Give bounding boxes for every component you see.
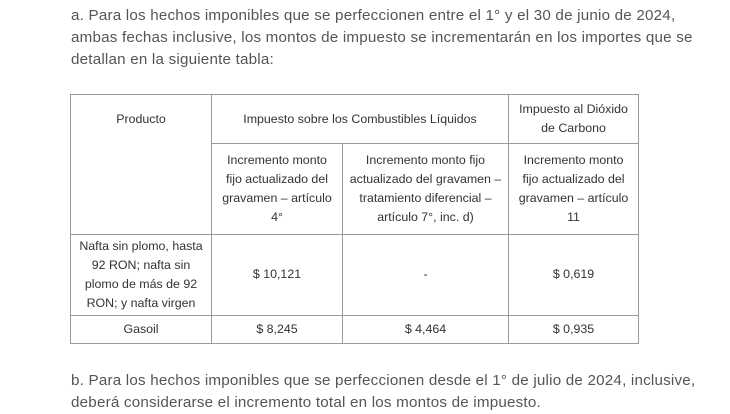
table-row [71, 315, 639, 343]
tax-increment-table [70, 94, 639, 344]
header-producto: Producto [71, 95, 212, 235]
table-row [71, 234, 639, 315]
header-dioxido-carbono: Impuesto al Dióxido de Carbono [509, 95, 639, 144]
cell-gasoil-art4: $ 8,245 [212, 315, 343, 343]
paragraph-a: a. Para los hechos imponibles que se perfeccionen entre el 1° y el 30 de junio de 2024, ambas fechas inclusive, los montos de impuesto se incrementarán en los importes que se detallan en la siguiente tabla: [71, 7, 693, 68]
cell-nafta-art7: - [343, 234, 509, 315]
subheader-articulo-7: Incremento monto fijo actualizado del gravamen – tratamiento diferencial – artículo 7°, inc. d) [343, 144, 509, 234]
cell-producto-nafta: Nafta sin plomo, hasta 92 RON; nafta sin plomo de más de 92 RON; y nafta virgen [71, 234, 212, 315]
cell-producto-gasoil: Gasoil [71, 315, 212, 343]
table-header-row [71, 95, 639, 144]
header-combustibles-liquidos: Impuesto sobre los Combustibles Líquidos [212, 95, 509, 144]
cell-nafta-art4: $ 10,121 [212, 234, 343, 315]
paragraph-b: b. Para los hechos imponibles que se perfeccionen desde el 1° de julio de 2024, inclusive, deberá considerarse el incremento total en los montos de impuesto. [71, 372, 696, 411]
cell-nafta-art11: $ 0,619 [509, 234, 639, 315]
subheader-articulo-4: Incremento monto fijo actualizado del gravamen – artículo 4° [212, 144, 343, 234]
cell-gasoil-art11: $ 0,935 [509, 315, 639, 343]
subheader-articulo-11: Incremento monto fijo actualizado del gravamen – artículo 11 [509, 144, 639, 234]
cell-gasoil-art7: $ 4,464 [343, 315, 509, 343]
